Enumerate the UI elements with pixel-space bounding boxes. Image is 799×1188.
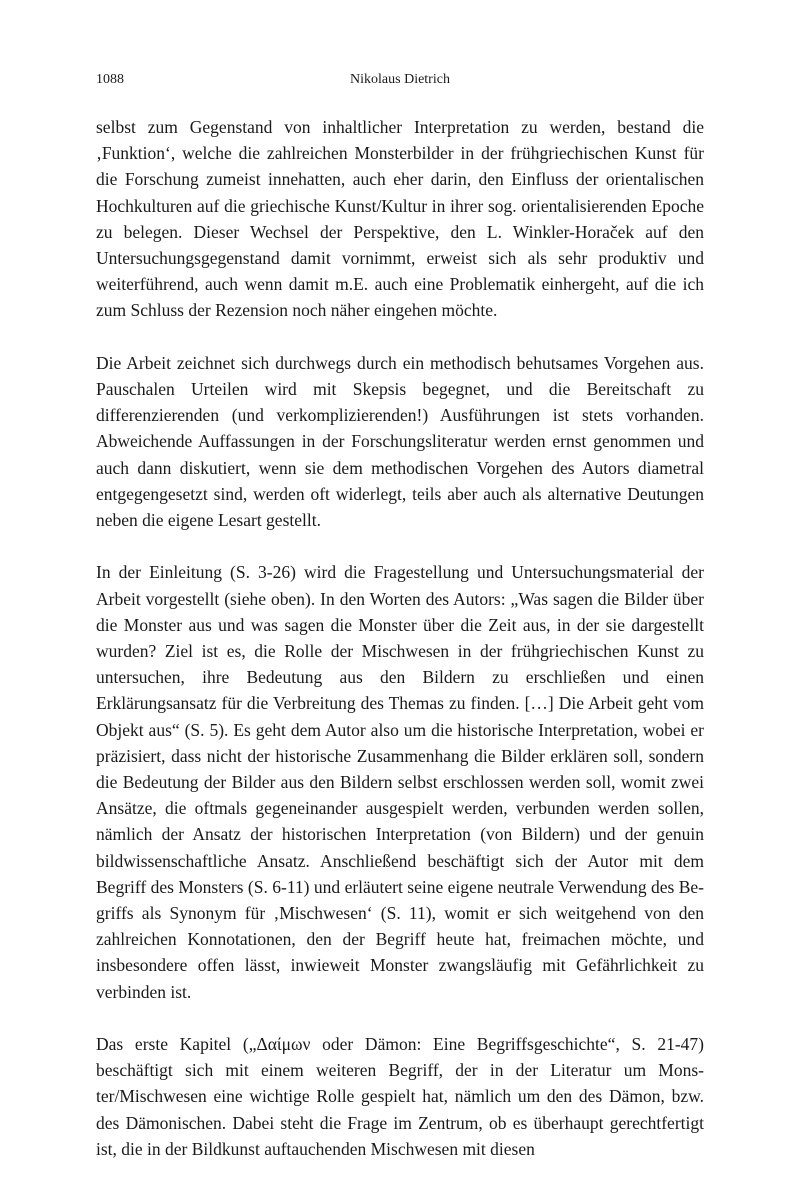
running-head: Nikolaus Dietrich (350, 72, 450, 87)
body-text (96, 114, 704, 1188)
paragraph-2: Die Arbeit zeichnet sich durchwegs durch ein methodisch behutsames Vorgehen aus. Pauschalen Urteilen wird mit Skepsis begegnet, und die Bereitschaft zu differenzierenden (und verkomplizierenden!) Ausführungen ist stets vorhanden. Abweichende Auffassungen in der Forschungsliteratur werden ernst genommen und auch dann diskutiert, wenn sie dem methodischen Vorgehen des Autors diametral entgegengesetzt sind, werden oft widerlegt, teils aber auch als alternative Deutungen neben die eigene Lesart gestellt. (96, 352, 704, 531)
paragraph-4: Das erste Kapitel („Δαίμων oder Dämon: Eine Begriffsgeschichte“, S. 21-47) beschäftigt sich mit einem weiteren Begriff, der in der Literatur um Monster/Mischwesen eine wichtige Rolle gespielt hat, nämlich um den des Dämon, bzw. des Dämonischen. Dabei steht die Frage im Zentrum, ob es überhaupt gerechtfertigt ist, die in der Bildkunst auftauchenden Mischwesen mit diesen (96, 1034, 704, 1159)
page-header (96, 72, 704, 92)
paragraph-3: In der Einleitung (S. 3-26) wird die Fragestellung und Untersuchungsmaterial der Arbeit vorgestellt (siehe oben). In den Worten des Autors: „Was sagen die Bilder über die Monster aus und was sagen die Monster über die Zeit aus, in der sie dargestellt wurden? Ziel ist es, die Rolle der Mischwesen in der frühgriechischen Kunst zu untersuchen, ihre Bedeutung aus den Bildern zu erschließen und einen Erklärungsansatz für die Verbreitung des Themas zu finden. […] Die Arbeit geht vom Objekt aus“ (S. 5). Es geht dem Autor also um die historische Interpretation, wobei er präzisiert, dass nicht der historische Zusammenhang die Bilder erklären soll, sondern die Bedeutung der Bilder aus den Bildern selbst erschlossen werden soll, womit zwei Ansätze, die oftmals gegeneinander ausgespielt werden, verbunden werden sollen, nämlich der Ansatz der historischen Interpretation (von Bildern) und der genuin bildwissenschaftliche Ansatz. Anschließend beschäftigt sich der Autor mit dem Begriff des Monsters (S. 6-11) und erläutert seine eigene neutrale Verwendung des Begriffs als Synonym für ‚Mischwesen‘ (S. 11), womit er sich weitgehend von den zahlreichen Konnotationen, den der Begriff heute hat, freimachen möchte, und insbesondere offen lässt, inwieweit Monster zwangsläufig mit Gefährlichkeit zu verbinden ist. (96, 562, 704, 1002)
page-number: 1088 (96, 72, 124, 87)
paragraph-1: selbst zum Gegenstand von inhaltlicher Interpretation zu werden, bestand die ‚Funktion‘, welche die zahlreichen Monsterbilder in der frühgriechischen Kunst für die Forschung zumeist innehatten, auch eher darin, den Einfluss der orientalischen Hochkulturen auf die griechische Kunst/Kultur in ihrer sog. orientalisierenden Epoche zu belegen. Dieser Wechsel der Perspektive, den L. Winkler-Horaček auf den Untersuchungsgegenstand damit vornimmt, erweist sich als sehr produktiv und weiterführend, auch wenn damit m.E. auch eine Problematik einhergeht, auf die ich zum Schluss der Rezension noch näher eingehen möchte. (96, 117, 704, 321)
